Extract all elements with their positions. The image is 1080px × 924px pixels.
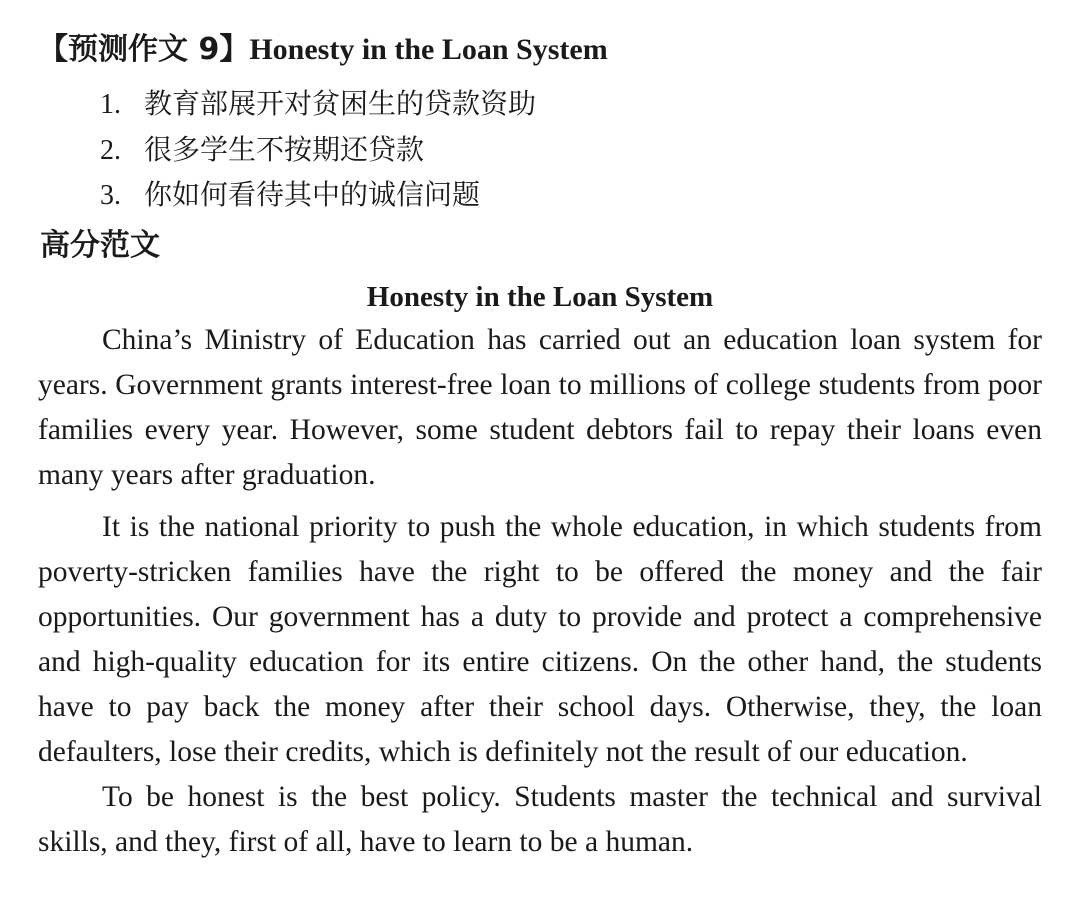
outline-item-text: 你如何看待其中的诚信问题 [144, 178, 481, 211]
outline-item-number: 2. [100, 134, 121, 166]
essay-body [38, 318, 1042, 865]
prompt-number-label: 【预测作文 9】 [38, 32, 250, 67]
prompt-title: Honesty in the Loan System [249, 33, 608, 66]
outline-item-text: 很多学生不按期还贷款 [144, 132, 425, 166]
outline-item-number: 3. [100, 180, 121, 211]
outline-item-text: 教育部展开对贫困生的贷款资助 [144, 87, 537, 120]
outline-item-number: 1. [100, 89, 121, 120]
outline-item [100, 128, 536, 174]
outline-item [100, 173, 536, 219]
section-label: 高分范文 [40, 228, 160, 263]
essay-title: Honesty in the Loan System [366, 281, 714, 313]
prompt-heading [38, 28, 608, 72]
essay-paragraph: To be honest is the best policy. Students master the technical and survival skills, and they, first of all, have to learn to be a human. [38, 781, 1042, 858]
outline-list [100, 82, 536, 219]
essay-paragraph: It is the national priority to push the whole education, in which students from poverty-stricken families have the right to be offered the money and the fair opportunities. Our government has a duty to provide and protect a comprehensive and high-quality education for its entire citizens. On the other hand, the students have to pay back the money after their school days. Otherwise, they, the loan defaulters, lose their credits, which is definitely not the result of our education. [38, 511, 1042, 768]
essay-paragraph: China’s Ministry of Education has carried out an education loan system for years. Government grants interest-free loan to millions of college students from poor families every year. However, some student debtors fail to repay their loans even many years after graduation. [38, 324, 1042, 491]
outline-item [100, 82, 536, 128]
